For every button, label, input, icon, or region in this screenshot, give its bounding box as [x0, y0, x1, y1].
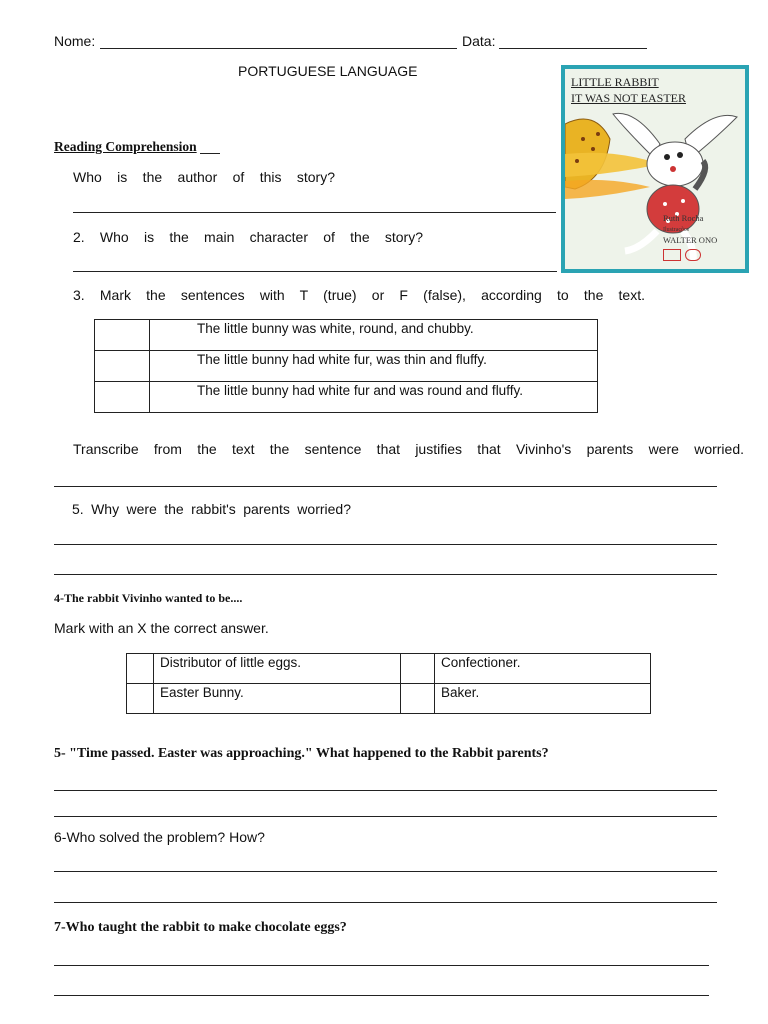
question-5b: 5- "Time passed. Easter was approaching." What happened to the Rabbit parents? — [54, 746, 549, 761]
question-transcribe: Transcribe from the text the sentence that justifies that Vivinho's parents were worried. — [73, 441, 744, 457]
tf-statement: The little bunny was white, round, and chubby. — [150, 320, 598, 351]
tf-answer-cell[interactable] — [95, 351, 150, 382]
answer-line[interactable] — [54, 995, 709, 996]
answer-line[interactable] — [54, 486, 717, 487]
question-3: 3. Mark the sentences with T (true) or F (false), according to the text. — [73, 287, 645, 303]
choice-box[interactable] — [401, 654, 435, 684]
answer-line[interactable] — [54, 965, 709, 966]
question-6: 6-Who solved the problem? How? — [54, 829, 265, 845]
cover-title-line2: IT WAS NOT EASTER — [571, 91, 687, 105]
answer-line[interactable] — [73, 271, 557, 272]
answer-line[interactable] — [54, 790, 717, 791]
name-line[interactable] — [100, 48, 457, 49]
true-false-table — [94, 319, 598, 413]
page-title: PORTUGUESE LANGUAGE — [238, 63, 418, 79]
date-label: Data: — [462, 33, 496, 49]
question-7: 7-Who taught the rabbit to make chocolate eggs? — [54, 920, 347, 935]
answer-line[interactable] — [54, 574, 717, 575]
publisher-logo — [663, 249, 681, 261]
section-title: Reading Comprehension — [54, 139, 197, 154]
section-title-underline — [200, 153, 220, 154]
cover-title-line1: LITTLE RABBIT — [571, 75, 659, 89]
answer-line[interactable] — [54, 871, 717, 872]
multiple-choice-table — [126, 653, 651, 714]
question-2: 2. Who is the main character of the story? — [73, 229, 423, 245]
choice-label: Distributor of little eggs. — [154, 654, 401, 684]
tf-statement: The little bunny had white fur and was round and fluffy. — [150, 382, 598, 413]
answer-line[interactable] — [73, 212, 556, 213]
answer-line[interactable] — [54, 816, 717, 817]
cover-illustrator: WALTER ONO — [663, 235, 718, 245]
question-5a: 5. Why were the rabbit's parents worried? — [72, 501, 351, 517]
tf-answer-cell[interactable] — [95, 320, 150, 351]
question-4-instruction: Mark with an X the correct answer. — [54, 620, 269, 636]
answer-line[interactable] — [54, 544, 717, 545]
tf-answer-cell[interactable] — [95, 382, 150, 413]
publisher-logo-2 — [685, 249, 701, 261]
question-4-title: 4-The rabbit Vivinho wanted to be.... — [54, 591, 243, 605]
choice-label: Baker. — [435, 684, 651, 714]
question-author: Who is the author of this story? — [73, 169, 335, 185]
choice-box[interactable] — [127, 654, 154, 684]
cover-illustrator-role: Ilustrações — [663, 227, 689, 233]
tf-statement: The little bunny had white fur, was thin and fluffy. — [150, 351, 598, 382]
choice-label: Confectioner. — [435, 654, 651, 684]
rabbit-illustration — [565, 69, 745, 269]
name-label: Nome: — [54, 33, 96, 49]
choice-box[interactable] — [127, 684, 154, 714]
date-line[interactable] — [499, 48, 647, 49]
cover-author: Ruth Rocha — [663, 213, 704, 223]
book-cover-image — [561, 65, 749, 273]
choice-label: Easter Bunny. — [154, 684, 401, 714]
answer-line[interactable] — [54, 902, 717, 903]
choice-box[interactable] — [401, 684, 435, 714]
